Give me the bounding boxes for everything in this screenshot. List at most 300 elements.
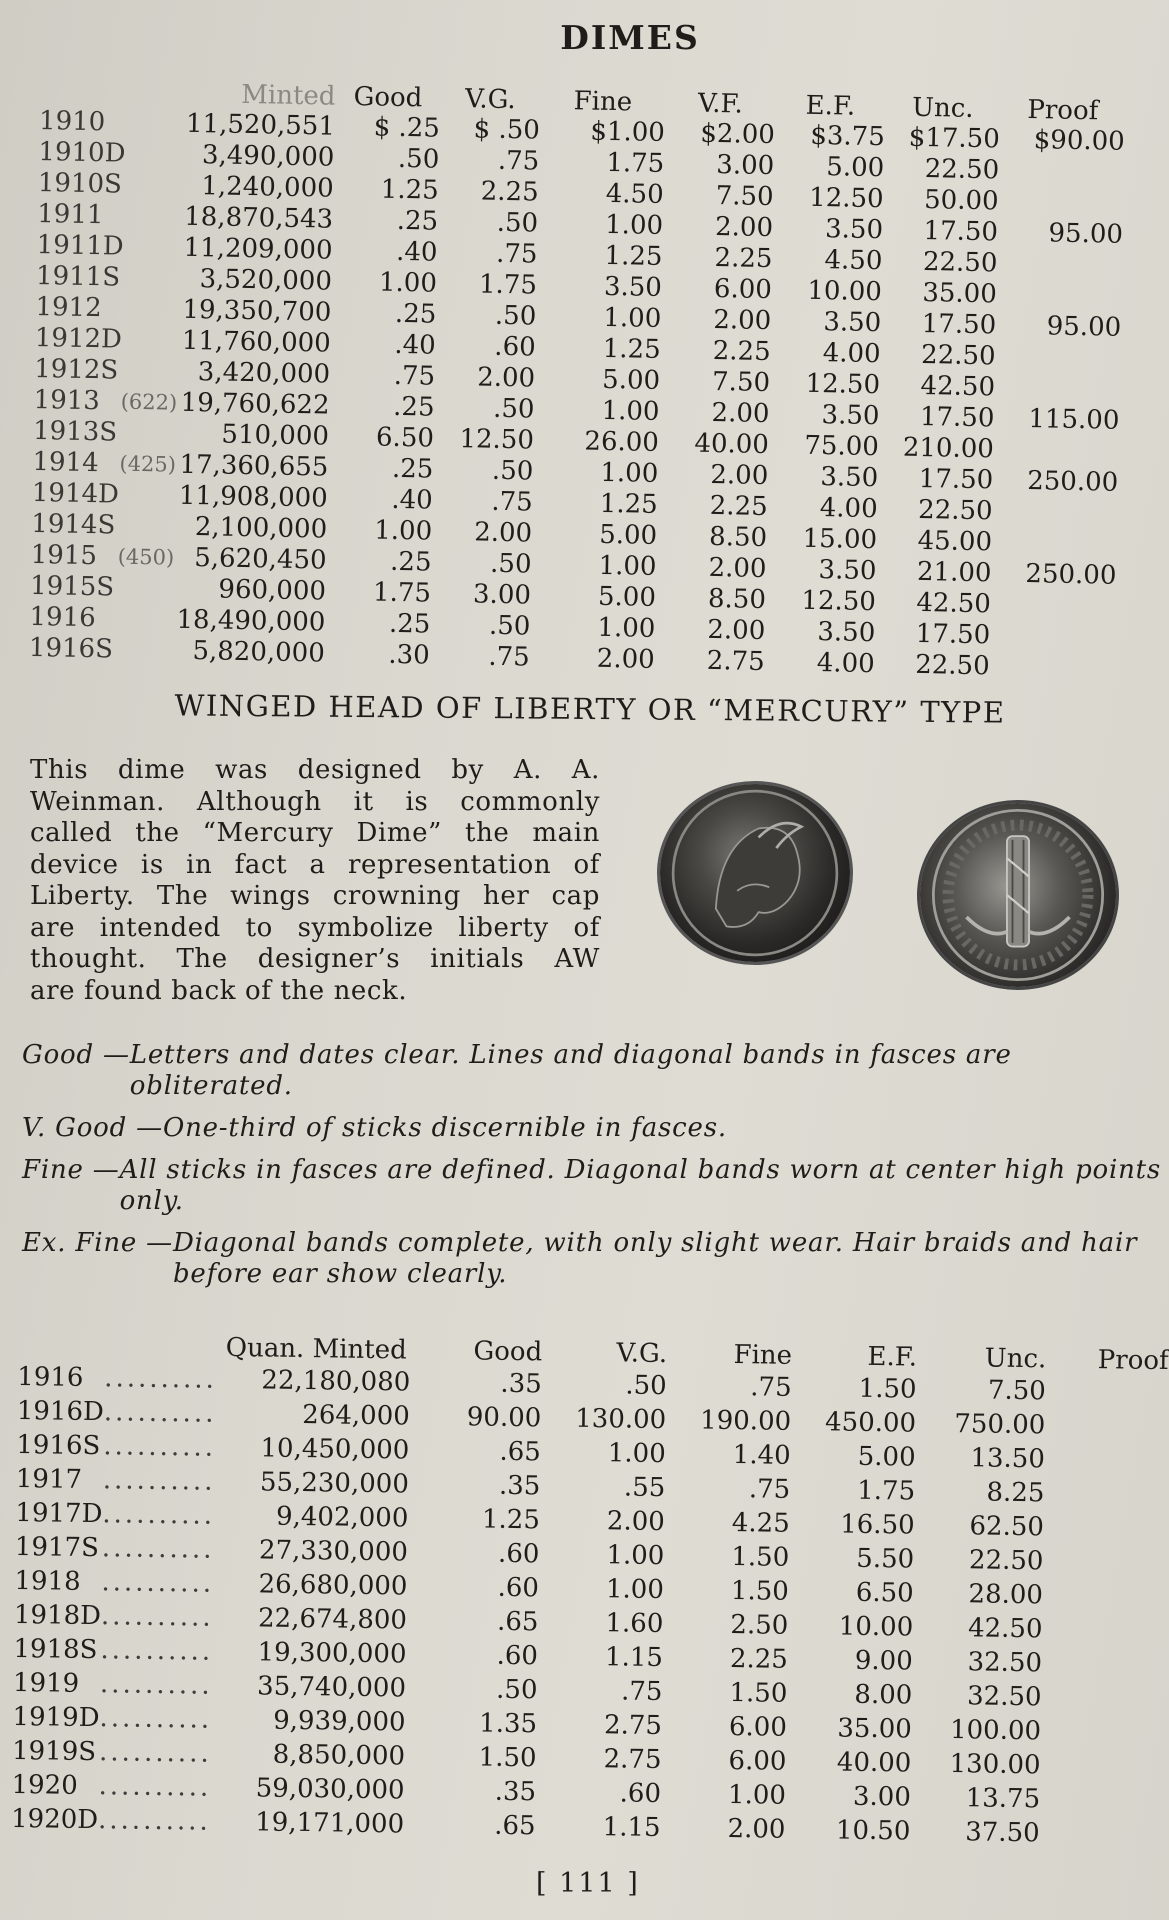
row-proof-price bbox=[995, 341, 1121, 374]
row-proof-price bbox=[989, 651, 1115, 684]
col-header-proof: Proof bbox=[1097, 1345, 1169, 1377]
row-fine-price: .75 bbox=[748, 1474, 791, 1505]
row-minted: 10,450,000 bbox=[260, 1433, 410, 1466]
row-ef-price: 12.50 bbox=[805, 368, 881, 401]
row-date: 1918D bbox=[13, 1599, 102, 1632]
row-vg-price: .50 bbox=[494, 300, 537, 332]
row-date: 1911S bbox=[35, 260, 121, 293]
row-date: 1914D bbox=[31, 477, 120, 510]
row-ef-price: 4.00 bbox=[816, 648, 875, 680]
row-fine-price: 26.00 bbox=[584, 426, 660, 458]
row-unc-price: 22.50 bbox=[924, 154, 1000, 186]
row-ef-price: 3.50 bbox=[820, 462, 879, 494]
intro-line: device is in fact a representation of bbox=[30, 849, 600, 880]
row-fine-price: 1.25 bbox=[604, 240, 663, 272]
intro-line: are found back of the neck. bbox=[30, 975, 408, 1006]
grade-label: Ex. Fine — bbox=[22, 1228, 173, 1258]
barber-dimes-table bbox=[29, 72, 1126, 685]
row-proof-count bbox=[116, 635, 177, 667]
row-date: 1916S bbox=[28, 632, 114, 665]
row-unc-price: 62.50 bbox=[969, 1511, 1045, 1543]
grade-definition bbox=[22, 1113, 1162, 1144]
row-good-price: 1.35 bbox=[478, 1708, 538, 1740]
row-proof-count bbox=[126, 108, 187, 140]
row-good-price: .60 bbox=[497, 1538, 540, 1570]
grade-description: Diagonal bands complete, with only slight wear. Hair braids and hair before ear show clearly. bbox=[172, 1228, 1138, 1289]
row-vg-price: .75 bbox=[495, 238, 538, 270]
row-leader-dots: .......... bbox=[97, 1805, 211, 1837]
row-vg-price: 1.00 bbox=[607, 1438, 666, 1470]
row-proof-price: 95.00 bbox=[1048, 218, 1124, 250]
row-unc-price: 22.50 bbox=[968, 1545, 1044, 1577]
col-header-vg: V.G. bbox=[616, 1338, 668, 1370]
row-vg-price: 2.75 bbox=[603, 1744, 662, 1776]
row-proof-price bbox=[1041, 1680, 1164, 1716]
grade-definition bbox=[22, 1228, 1162, 1290]
row-minted: 26,680,000 bbox=[258, 1569, 408, 1602]
row-date: 1917 bbox=[15, 1463, 83, 1495]
row-fine-price: 3.50 bbox=[603, 271, 663, 303]
row-proof-count bbox=[117, 573, 178, 605]
row-leader-dots: .......... bbox=[98, 1771, 212, 1803]
row-date: 1917S bbox=[14, 1531, 100, 1564]
row-fine-price: 1.25 bbox=[602, 333, 661, 365]
row-date: 1910D bbox=[38, 136, 126, 169]
row-good-price: .25 bbox=[388, 608, 431, 640]
row-proof-price bbox=[1045, 1442, 1168, 1478]
row-vf-price: $2.00 bbox=[700, 118, 776, 151]
row-vg-price: 130.00 bbox=[575, 1403, 667, 1436]
row-proof-price bbox=[1040, 1782, 1163, 1818]
row-proof-count bbox=[123, 232, 184, 264]
row-unc-price: 42.50 bbox=[920, 370, 996, 403]
page-number: [ 111 ] bbox=[536, 1868, 640, 1899]
row-minted: 22,674,800 bbox=[257, 1603, 408, 1636]
col-header-unc: Unc. bbox=[911, 92, 974, 124]
row-minted: 3,490,000 bbox=[201, 140, 335, 173]
intro-line: called the “Mercury Dime” the main bbox=[30, 818, 600, 848]
row-vg-price: 1.00 bbox=[605, 1574, 665, 1606]
row-fine-price: 1.00 bbox=[597, 612, 656, 644]
row-fine-price: 1.00 bbox=[603, 302, 662, 334]
row-unc-price: 21.00 bbox=[916, 556, 992, 589]
row-unc-price: 32.50 bbox=[967, 1647, 1043, 1679]
row-fine-price: 1.40 bbox=[732, 1439, 791, 1471]
row-leader-dots: .......... bbox=[102, 1465, 216, 1497]
row-vf-price: 2.00 bbox=[714, 211, 774, 244]
grade-label: V. Good — bbox=[22, 1113, 163, 1143]
row-vg-price: 1.15 bbox=[604, 1642, 664, 1674]
row-good-price: 1.25 bbox=[481, 1504, 541, 1536]
row-unc-price: 17.50 bbox=[918, 463, 994, 496]
row-date: 1914S bbox=[31, 508, 116, 541]
row-fine-price: 4.50 bbox=[605, 178, 664, 210]
row-fine-price: 190.00 bbox=[699, 1405, 792, 1437]
row-proof-price bbox=[990, 620, 1116, 653]
row-good-price: .35 bbox=[498, 1470, 541, 1502]
intro-paragraph bbox=[30, 755, 600, 1007]
row-good-price: 1.50 bbox=[478, 1742, 537, 1774]
intro-line: are intended to symbolize liberty of bbox=[30, 912, 600, 943]
row-date: 1920 bbox=[11, 1769, 78, 1801]
col-header-proof: Proof bbox=[1027, 94, 1099, 127]
row-good-price: .25 bbox=[394, 298, 437, 330]
table-body bbox=[29, 106, 1125, 685]
row-minted: 960,000 bbox=[218, 574, 327, 607]
row-ef-price: 3.50 bbox=[823, 307, 882, 339]
row-fine-price: 1.50 bbox=[729, 1677, 788, 1709]
row-date: 1915 bbox=[30, 539, 98, 572]
row-proof-count bbox=[118, 511, 179, 543]
row-proof-count bbox=[125, 170, 186, 202]
row-vf-price: 2.00 bbox=[707, 614, 766, 647]
row-proof-count bbox=[119, 480, 180, 512]
row-date: 1912 bbox=[35, 291, 102, 324]
row-vg-price: 2.75 bbox=[603, 1710, 663, 1742]
row-vf-price: 2.00 bbox=[710, 459, 769, 492]
row-minted: 3,420,000 bbox=[197, 357, 331, 390]
row-fine-price: 1.75 bbox=[606, 147, 665, 179]
intro-line: thought. The designer’s initials AW bbox=[30, 944, 600, 974]
row-date: 1918S bbox=[13, 1633, 98, 1666]
row-date: 1911 bbox=[36, 198, 104, 231]
row-unc-price: 42.50 bbox=[967, 1613, 1043, 1645]
col-header-ef: E.F. bbox=[867, 1341, 918, 1373]
row-leader-dots: .......... bbox=[100, 1601, 214, 1633]
row-date: 1913 bbox=[33, 384, 101, 417]
row-minted: 9,939,000 bbox=[273, 1705, 406, 1738]
row-minted: 9,402,000 bbox=[275, 1501, 409, 1534]
row-minted: 11,520,551 bbox=[185, 108, 336, 142]
row-vf-price: 8.50 bbox=[708, 521, 768, 554]
col-header-vf: V.F. bbox=[697, 88, 744, 120]
col-header-vg: V.G. bbox=[464, 84, 517, 116]
row-date: 1910 bbox=[38, 105, 106, 138]
row-ef-price: 4.50 bbox=[824, 245, 883, 277]
row-unc-price: 8.25 bbox=[986, 1477, 1045, 1509]
mercury-dime-obverse-icon bbox=[660, 784, 850, 962]
intro-line: Liberty. The wings crowning her cap bbox=[30, 881, 600, 911]
row-ef-price: 12.50 bbox=[801, 585, 877, 618]
row-ef-price: 6.50 bbox=[855, 1577, 914, 1609]
row-fine-price: 5.00 bbox=[597, 581, 657, 613]
row-good-price: $ .25 bbox=[373, 112, 441, 144]
row-vf-price: 2.00 bbox=[711, 397, 770, 430]
row-unc-price: $17.50 bbox=[908, 122, 1001, 155]
row-vg-price: .50 bbox=[625, 1370, 667, 1402]
row-date: 1911D bbox=[36, 229, 124, 262]
row-ef-price: 3.00 bbox=[852, 1781, 912, 1813]
grade-definition bbox=[22, 1155, 1162, 1217]
row-ef-price: $3.75 bbox=[810, 120, 886, 153]
row-unc-price: 28.00 bbox=[968, 1579, 1044, 1611]
row-good-price: .25 bbox=[389, 546, 432, 578]
row-vf-price: 6.00 bbox=[713, 273, 773, 306]
row-vg-price: 2.00 bbox=[606, 1506, 666, 1538]
row-vg-price: .60 bbox=[494, 331, 536, 363]
row-ef-price: 10.50 bbox=[835, 1815, 911, 1847]
row-date: 1916 bbox=[29, 601, 96, 634]
row-good-price: 90.00 bbox=[466, 1402, 542, 1434]
row-minted: 19,300,000 bbox=[257, 1637, 407, 1670]
row-proof-price: 250.00 bbox=[1025, 559, 1117, 591]
row-date: 1919D bbox=[12, 1701, 100, 1734]
row-minted: 510,000 bbox=[221, 419, 330, 452]
row-date: 1918 bbox=[14, 1565, 81, 1597]
row-proof-count: (425) bbox=[119, 451, 177, 477]
row-date: 1914 bbox=[32, 446, 99, 479]
row-vg-price: 1.75 bbox=[478, 269, 538, 301]
col-header-ef: E.F. bbox=[805, 90, 856, 122]
row-date: 1919 bbox=[12, 1667, 80, 1699]
row-leader-dots: .......... bbox=[102, 1499, 216, 1531]
row-leader-dots: .......... bbox=[103, 1397, 217, 1429]
row-leader-dots: .......... bbox=[99, 1703, 213, 1735]
row-vg-price: 1.00 bbox=[606, 1540, 665, 1572]
row-good-price: .25 bbox=[396, 205, 439, 237]
row-proof-price bbox=[1042, 1646, 1165, 1682]
row-proof-price bbox=[1042, 1612, 1165, 1648]
row-minted: 11,209,000 bbox=[183, 232, 333, 266]
row-date: 1912S bbox=[34, 353, 119, 386]
mercury-dime-reverse-icon bbox=[920, 803, 1116, 987]
row-vg-price: .75 bbox=[491, 486, 534, 518]
row-minted: 35,740,000 bbox=[256, 1671, 407, 1704]
row-ef-price: 35.00 bbox=[837, 1713, 913, 1745]
row-proof-count: (622) bbox=[120, 389, 178, 415]
row-proof-price: 250.00 bbox=[1026, 466, 1119, 498]
row-vf-price: 8.50 bbox=[707, 583, 767, 616]
row-unc-price: 37.50 bbox=[965, 1817, 1040, 1849]
row-unc-price: 13.50 bbox=[970, 1443, 1046, 1475]
col-header-fine: Fine bbox=[733, 1339, 793, 1371]
row-unc-price: 7.50 bbox=[987, 1375, 1047, 1407]
row-proof-price bbox=[1044, 1476, 1167, 1512]
row-unc-price: 13.75 bbox=[965, 1783, 1041, 1815]
row-vg-price: 2.25 bbox=[480, 176, 539, 208]
row-proof-price bbox=[994, 434, 1120, 467]
row-leader-dots: .......... bbox=[103, 1431, 217, 1463]
row-unc-price: 17.50 bbox=[923, 215, 999, 248]
row-vf-price: 2.25 bbox=[714, 242, 773, 275]
row-unc-price: 50.00 bbox=[923, 184, 999, 217]
row-good-price: .40 bbox=[394, 329, 436, 361]
row-proof-price: $90.00 bbox=[1033, 125, 1126, 157]
row-leader-dots: .......... bbox=[101, 1533, 215, 1565]
row-good-price: 1.75 bbox=[372, 577, 432, 609]
row-fine-price: 6.00 bbox=[728, 1711, 788, 1743]
row-good-price: .35 bbox=[500, 1368, 542, 1400]
grade-label: Good — bbox=[22, 1040, 130, 1070]
row-minted: 59,030,000 bbox=[255, 1773, 405, 1806]
row-ef-price: 3.50 bbox=[821, 400, 880, 432]
row-vg-price: .50 bbox=[489, 548, 532, 580]
grade-descriptions bbox=[22, 1040, 1162, 1301]
row-unc-price: 130.00 bbox=[949, 1749, 1041, 1781]
col-header-unc: Unc. bbox=[984, 1343, 1047, 1375]
row-proof-price bbox=[1043, 1544, 1166, 1580]
row-fine-price: .75 bbox=[750, 1372, 792, 1403]
row-vg-price: .50 bbox=[491, 455, 534, 487]
row-good-price: .65 bbox=[494, 1810, 536, 1842]
row-minted: 3,520,000 bbox=[199, 264, 333, 297]
row-ef-price: 15.00 bbox=[802, 523, 878, 556]
grade-label: Fine — bbox=[22, 1155, 120, 1185]
row-vg-price: $ .50 bbox=[473, 114, 541, 146]
row-good-price: .40 bbox=[395, 236, 438, 268]
row-proof-count bbox=[120, 418, 181, 450]
grade-description: All sticks in fasces are defined. Diagonal bands worn at center high points only. bbox=[119, 1155, 1162, 1216]
row-proof-price bbox=[1046, 1374, 1169, 1410]
row-date: 1910S bbox=[37, 167, 123, 200]
row-proof-price bbox=[997, 248, 1123, 281]
row-ef-price: 3.50 bbox=[817, 617, 876, 649]
row-date: 1912D bbox=[34, 322, 123, 355]
row-good-price: .50 bbox=[495, 1674, 538, 1706]
row-minted: 18,870,543 bbox=[183, 201, 334, 235]
grade-description: Letters and dates clear. Lines and diagonal bands in fasces are obliterated. bbox=[129, 1040, 1012, 1101]
row-minted: 19,350,700 bbox=[182, 294, 332, 328]
row-ef-price: 4.00 bbox=[822, 338, 881, 370]
row-proof-price bbox=[996, 279, 1122, 312]
row-fine-price: 1.00 bbox=[727, 1779, 787, 1811]
intro-line: Weinman. Although it is commonly bbox=[30, 786, 600, 817]
row-fine-price: 1.50 bbox=[730, 1575, 789, 1607]
row-good-price: .35 bbox=[494, 1776, 537, 1808]
row-proof-price: 95.00 bbox=[1046, 311, 1122, 343]
row-fine-price: 1.25 bbox=[599, 488, 658, 520]
row-good-price: 1.00 bbox=[378, 267, 438, 299]
row-proof-price bbox=[998, 186, 1124, 219]
row-proof-count bbox=[121, 356, 182, 388]
grade-description: One-third of sticks discernible in fasces. bbox=[162, 1113, 727, 1143]
row-good-price: .60 bbox=[496, 1640, 539, 1672]
row-fine-price: 1.00 bbox=[604, 209, 664, 241]
row-good-price: .50 bbox=[397, 143, 440, 175]
row-leader-dots: .......... bbox=[98, 1737, 212, 1769]
row-unc-price: 35.00 bbox=[922, 277, 998, 310]
row-fine-price: 6.00 bbox=[728, 1745, 787, 1777]
row-proof-price bbox=[1039, 1816, 1162, 1852]
row-good-price: .25 bbox=[391, 453, 434, 485]
row-fine-price: 1.00 bbox=[600, 457, 659, 489]
row-vf-price: 40.00 bbox=[694, 428, 770, 461]
row-minted: 5,820,000 bbox=[192, 636, 326, 669]
row-ef-price: 75.00 bbox=[804, 430, 880, 463]
row-vg-price: .75 bbox=[497, 145, 540, 177]
row-unc-price: 750.00 bbox=[954, 1409, 1046, 1441]
row-ef-price: 12.50 bbox=[808, 182, 884, 215]
row-fine-price: 1.50 bbox=[731, 1541, 790, 1573]
row-vf-price: 2.25 bbox=[712, 335, 771, 368]
row-vg-price: 2.00 bbox=[476, 362, 536, 394]
row-unc-price: 210.00 bbox=[902, 432, 995, 465]
row-minted: 19,760,622 bbox=[180, 387, 330, 421]
row-fine-price: 2.00 bbox=[727, 1813, 786, 1845]
col-header-good: Good bbox=[473, 1336, 543, 1368]
row-good-price: 6.50 bbox=[375, 422, 435, 454]
row-good-price: 1.25 bbox=[380, 174, 439, 206]
row-unc-price: 45.00 bbox=[917, 525, 993, 558]
row-ef-price: 8.00 bbox=[854, 1679, 913, 1711]
row-good-price: .60 bbox=[497, 1572, 540, 1604]
row-proof-price bbox=[1041, 1714, 1164, 1750]
row-proof-price bbox=[999, 155, 1125, 188]
row-leader-dots: .......... bbox=[104, 1363, 218, 1395]
col-header-quan-minted: Quan. Minted bbox=[225, 1332, 407, 1366]
row-unc-price: 22.50 bbox=[917, 494, 993, 527]
row-ef-price: 5.50 bbox=[856, 1543, 915, 1575]
row-ef-price: 10.00 bbox=[838, 1611, 914, 1643]
row-fine-price: 2.25 bbox=[729, 1643, 789, 1675]
row-ef-price: 1.50 bbox=[858, 1373, 917, 1405]
row-unc-price: 42.50 bbox=[916, 587, 992, 620]
row-good-price: 1.00 bbox=[373, 515, 433, 547]
row-ef-price: 10.00 bbox=[807, 275, 883, 308]
row-vf-price: 7.50 bbox=[715, 180, 774, 213]
mercury-dimes-table bbox=[11, 1326, 1169, 1852]
row-minted: 8,850,000 bbox=[272, 1739, 406, 1772]
row-vf-price: 2.75 bbox=[706, 645, 765, 678]
row-proof-price bbox=[1045, 1408, 1168, 1444]
row-ef-price: 450.00 bbox=[824, 1407, 917, 1439]
row-proof-price bbox=[1043, 1578, 1166, 1614]
row-proof-count bbox=[116, 604, 177, 636]
row-proof-count bbox=[122, 294, 183, 326]
row-date: 1913S bbox=[32, 415, 118, 448]
row-good-price: .25 bbox=[392, 391, 435, 423]
row-fine-price: 1.00 bbox=[598, 550, 657, 582]
row-vg-price: .60 bbox=[619, 1778, 662, 1810]
row-vg-price: .55 bbox=[623, 1472, 666, 1504]
row-vg-price: .75 bbox=[488, 641, 531, 673]
row-minted: 18,490,000 bbox=[176, 604, 326, 638]
row-ef-price: 1.75 bbox=[857, 1475, 916, 1507]
row-proof-price bbox=[992, 527, 1118, 560]
col-header-fine: Fine bbox=[573, 86, 633, 118]
row-vf-price: 2.00 bbox=[713, 304, 772, 337]
row-proof-count bbox=[125, 139, 186, 171]
row-proof-price: 115.00 bbox=[1028, 404, 1120, 436]
row-good-price: .40 bbox=[391, 484, 434, 516]
row-vg-price: 3.00 bbox=[472, 579, 532, 611]
row-ef-price: 4.00 bbox=[819, 493, 878, 525]
row-proof-count bbox=[122, 325, 183, 357]
row-unc-price: 22.50 bbox=[922, 246, 998, 279]
row-minted: 11,760,000 bbox=[181, 325, 332, 359]
row-fine-price: 2.00 bbox=[596, 643, 656, 675]
row-fine-price: 1.00 bbox=[601, 395, 660, 427]
row-unc-price: 22.50 bbox=[920, 339, 996, 372]
col-header-minted: Minted bbox=[241, 79, 336, 112]
row-fine-price: 2.50 bbox=[730, 1609, 789, 1641]
row-vg-price: .75 bbox=[620, 1676, 663, 1708]
row-date: 1916 bbox=[17, 1361, 84, 1393]
row-vg-price: .50 bbox=[488, 610, 531, 642]
row-leader-dots: .......... bbox=[100, 1635, 214, 1667]
row-date: 1915S bbox=[29, 570, 115, 603]
row-vg-price: .50 bbox=[492, 393, 535, 425]
row-date: 1920D bbox=[10, 1803, 99, 1836]
row-vf-price: 2.00 bbox=[708, 552, 767, 585]
row-leader-dots: .......... bbox=[99, 1669, 213, 1701]
row-unc-price: 32.50 bbox=[966, 1681, 1042, 1713]
row-minted: 55,230,000 bbox=[259, 1467, 410, 1500]
row-fine-price: 4.25 bbox=[731, 1507, 790, 1539]
row-vg-price: 1.60 bbox=[605, 1608, 664, 1640]
row-vg-price: 1.15 bbox=[602, 1812, 661, 1844]
row-vf-price: 7.50 bbox=[711, 366, 771, 399]
